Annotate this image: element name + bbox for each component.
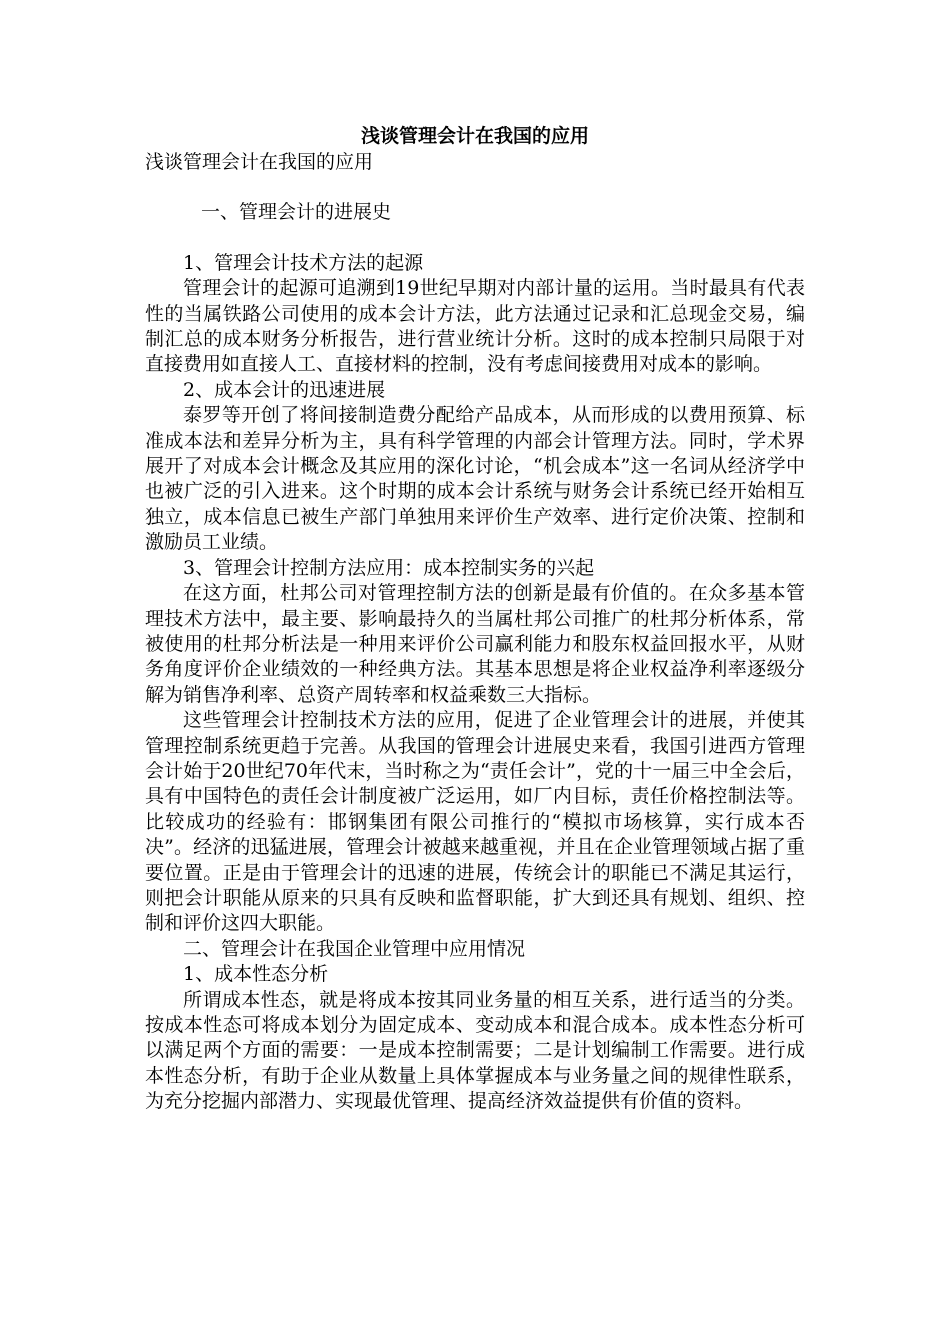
- subsection-heading-1-3: 3、管理会计控制方法应用：成本控制实务的兴起: [183, 556, 595, 579]
- section-heading-2: 二、管理会计在我国企业管理中应用情况: [183, 937, 526, 960]
- paragraph: 所谓成本性态，就是将成本按其同业务量的相互关系，进行适当的分类。按成本性态可将成本划分为固定成本、变动成本和混合成本。成本性态分析可以满足两个方面的需要：一是成本控制需要；二是计划编制工作需要。进行成本性态分析，有助于企业从数量上具体掌握成本与业务量之间的规律性联系，为充分挖掘内部潜力、实现最优管理、提高经济效益提供有价值的资料。: [145, 988, 805, 1113]
- document-title: 浅谈管理会计在我国的应用: [360, 125, 589, 147]
- subsection-heading-1-1: 1、管理会计技术方法的起源: [183, 251, 424, 274]
- paragraph: 在这方面，杜邦公司对管理控制方法的创新是最有价值的。在众多基本管理技术方法中，最主要、影响最持久的当属杜邦公司推广的杜邦分析体系，常被使用的杜邦分析法是一种用来评价公司赢利能力和股东权益回报水平，从财务角度评价企业绩效的一种经典方法。其基本思想是将企业权益净利率逐级分解为销售净利率、总资产周转率和权益乘数三大指标。: [145, 582, 805, 706]
- paragraph: 泰罗等开创了将间接制造费分配给产品成本，从而形成的以费用预算、标准成本法和差异分析为主，具有科学管理的内部会计管理方法。同时，学术界展开了对成本会计概念及其应用的深化讨论，“机会成本”这一名词从经济学中也被广泛的引入进来。这个时期的成本会计系统与财务会计系统已经开始相互独立，成本信息已被生产部门单独用来评价生产效率、进行定价决策、控制和激励员工业绩。: [145, 404, 805, 554]
- document-body: [145, 150, 805, 1115]
- subsection-heading-1-2: 2、成本会计的迅速进展: [183, 378, 386, 401]
- section-heading-1: 一、管理会计的进展史: [201, 201, 392, 224]
- subsection-heading-2-1: 1、成本性态分析: [183, 963, 329, 986]
- paragraph: 管理会计的起源可追溯到19世纪早期对内部计量的运用。当时最具有代表性的当属铁路公司使用的成本会计方法，此方法通过记录和汇总现金交易，编制汇总的成本财务分析报告，进行营业统计分析。这时的成本控制只局限于对直接费用如直接人工、直接材料的控制，没有考虑间接费用对成本的影响。: [145, 277, 805, 376]
- blank-line: [145, 175, 805, 200]
- blank-line: [145, 226, 805, 251]
- subtitle-line: 浅谈管理会计在我国的应用: [145, 151, 374, 173]
- paragraph: 这些管理会计控制技术方法的应用，促进了企业管理会计的进展，并使其管理控制系统更趋于完善。从我国的管理会计进展史来看，我国引进西方管理会计始于20世纪70年代末，当时称之为“责任会计”，党的十一届三中全会后，具有中国特色的责任会计制度被广泛运用，如厂内目标，责任价格控制法等。比较成功的经验有：邯钢集团有限公司推行的“模拟市场核算，实行成本否决”。经济的迅猛进展，管理会计被越来越重视，并且在企业管理领域占据了重要位置。正是由于管理会计的迅速的进展，传统会计的职能已不满足其运行，则把会计职能从原来的只具有反映和监督职能，扩大到还具有规划、组织、控制和评价这四大职能。: [145, 709, 805, 935]
